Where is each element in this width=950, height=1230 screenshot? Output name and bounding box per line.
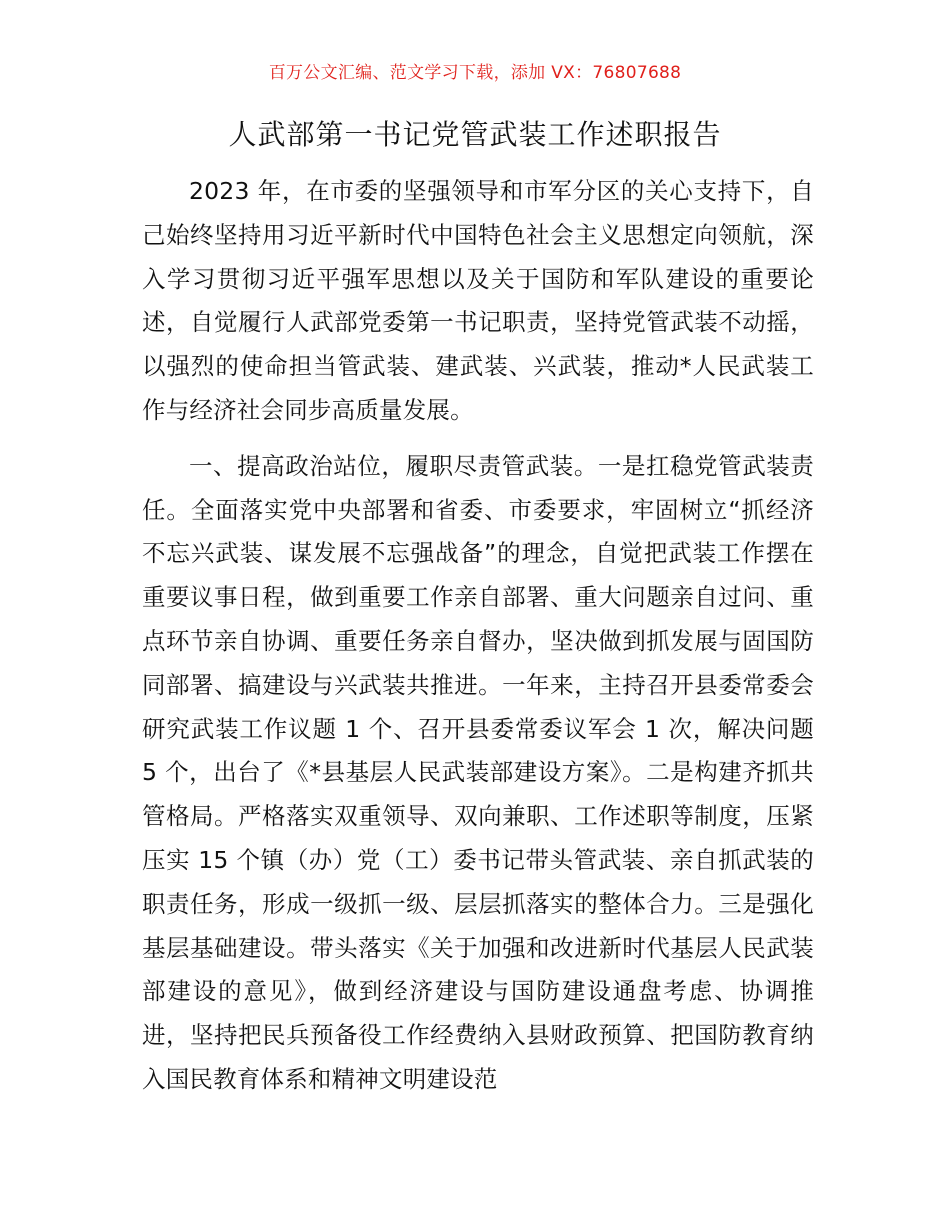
paragraph-intro: 2023 年，在市委的坚强领导和市军分区的关心支持下，自己始终坚持用习近平新时代中国特色社会主义思想定向领航，深入学习贯彻习近平强军思想以及关于国防和军队建设的重要论述，自觉履行人武部党委第一书记职责，坚持党管武装不动摇，以强烈的使命担当管武装、建武装、兴武装，推动*人民武装工作与经济社会同步高质量发展。 [142, 177, 814, 424]
paragraph-section-one: 一、提高政治站位，履职尽责管武装。一是扛稳党管武装责任。全面落实党中央部署和省委、市委要求，牢固树立“抓经济不忘兴武装、谋发展不忘强战备”的理念，自觉把武装工作摆在重要议事日程，做到重要工作亲自部署、重大问题亲自过问、重点环节亲自协调、重要任务亲自督办，坚决做到抓发展与固国防同部署、搞建设与兴武装共推进。一年来，主持召开县委常委会研究武装工作议题 1 个、召开县委常委议军会 1 次，解决问题 5 个，出台了《*县基层人民武装部建设方案》。二是构建齐抓共管格局。严格落实双重领导、双向兼职、工作述职等制度，压紧压实 15 个镇（办）党（工）委书记带头管武装、亲自抓武装的职责任务，形成一级抓一级、层层抓落实的整体合力。三是强化基层基础建设。带头落实《关于加强和改进新时代基层人民武装部建设的意见》，做到经济建设与国防建设通盘考虑、协调推进，坚持把民兵预备役工作经费纳入县财政预算、把国防教育纳入国民教育体系和精神文明建设范 [142, 451, 814, 1093]
document-body [142, 170, 814, 1102]
watermark-banner: 百万公文汇编、范文学习下载，添加 VX：76807688 [268, 63, 682, 83]
document-title: 人武部第一书记党管武装工作述职报告 [228, 118, 722, 151]
